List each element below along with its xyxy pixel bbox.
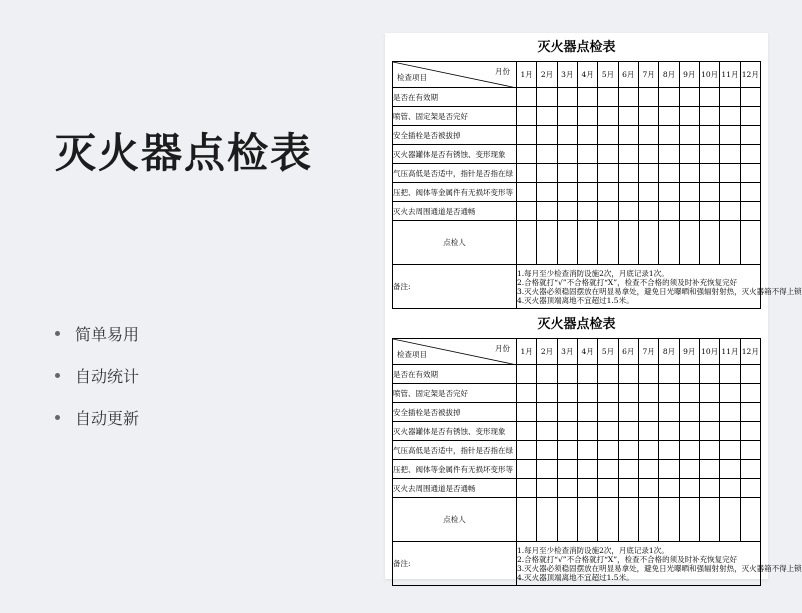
inspector-cell[interactable] — [659, 221, 679, 265]
check-cell[interactable] — [699, 403, 719, 422]
check-cell[interactable] — [740, 460, 760, 479]
month-header: 9月 — [679, 339, 699, 365]
check-cell[interactable] — [537, 183, 557, 202]
check-cell[interactable] — [699, 183, 719, 202]
table-header-row — [393, 339, 761, 365]
header-item-label: 检查项目 — [397, 350, 427, 359]
check-cell[interactable] — [679, 88, 699, 107]
check-cell[interactable] — [577, 441, 597, 460]
month-header: 2月 — [537, 62, 557, 88]
check-item-label: 灭火器罐体是否有锈蚀、变形现象 — [393, 145, 517, 164]
check-cell[interactable] — [638, 403, 658, 422]
header-diagonal-cell — [393, 62, 517, 88]
check-cell[interactable] — [740, 126, 760, 145]
check-cell[interactable] — [577, 403, 597, 422]
check-item-label: 是否在有效期 — [393, 88, 517, 107]
check-cell[interactable] — [720, 164, 740, 183]
check-cell[interactable] — [638, 365, 658, 384]
inspector-cell[interactable] — [720, 498, 740, 542]
check-cell[interactable] — [598, 88, 618, 107]
check-cell[interactable] — [577, 202, 597, 221]
check-cell[interactable] — [679, 460, 699, 479]
check-cell[interactable] — [679, 403, 699, 422]
header-diagonal-cell — [393, 339, 517, 365]
check-cell[interactable] — [699, 107, 719, 126]
check-cell[interactable] — [517, 145, 537, 164]
check-cell[interactable] — [659, 365, 679, 384]
inspector-cell[interactable] — [659, 498, 679, 542]
hero-title: 灭火器点检表 — [55, 129, 313, 177]
check-cell[interactable] — [720, 88, 740, 107]
check-cell[interactable] — [720, 460, 740, 479]
check-cell[interactable] — [537, 88, 557, 107]
check-cell[interactable] — [659, 145, 679, 164]
table-header-row — [393, 62, 761, 88]
feature-label: 自动更新 — [75, 408, 140, 428]
check-cell[interactable] — [537, 202, 557, 221]
table-row — [393, 403, 761, 422]
note-line: 1.每月至少检查消防设施2次，月底记录1次。 — [517, 545, 669, 555]
feature-item — [55, 396, 139, 438]
inspector-label: 点检人 — [393, 498, 517, 542]
month-header: 8月 — [659, 62, 679, 88]
check-cell[interactable] — [679, 126, 699, 145]
inspector-cell[interactable] — [618, 498, 638, 542]
inspector-cell[interactable] — [638, 498, 658, 542]
check-cell[interactable] — [638, 384, 658, 403]
inspector-label: 点检人 — [393, 221, 517, 265]
check-item-label: 喷管、固定架是否完好 — [393, 384, 517, 403]
check-cell[interactable] — [679, 441, 699, 460]
check-cell[interactable] — [598, 126, 618, 145]
note-line: 4.灭火器顶端离地不宜超过1.5米。 — [517, 295, 634, 305]
check-cell[interactable] — [720, 384, 740, 403]
check-cell[interactable] — [577, 183, 597, 202]
check-cell[interactable] — [517, 107, 537, 126]
check-cell[interactable] — [679, 145, 699, 164]
check-cell[interactable] — [720, 126, 740, 145]
inspector-cell[interactable] — [618, 221, 638, 265]
check-cell[interactable] — [720, 422, 740, 441]
check-cell[interactable] — [699, 365, 719, 384]
check-cell[interactable] — [638, 107, 658, 126]
check-cell[interactable] — [557, 422, 577, 441]
check-cell[interactable] — [577, 460, 597, 479]
check-cell[interactable] — [537, 164, 557, 183]
inspector-cell[interactable] — [699, 498, 719, 542]
check-cell[interactable] — [638, 164, 658, 183]
notes-row — [393, 542, 761, 586]
inspector-cell[interactable] — [638, 221, 658, 265]
check-cell[interactable] — [740, 183, 760, 202]
check-cell[interactable] — [679, 107, 699, 126]
month-header: 6月 — [618, 62, 638, 88]
check-cell[interactable] — [577, 88, 597, 107]
check-cell[interactable] — [638, 202, 658, 221]
check-cell[interactable] — [598, 365, 618, 384]
check-cell[interactable] — [557, 365, 577, 384]
bullet-icon — [55, 415, 60, 420]
check-cell[interactable] — [517, 365, 537, 384]
feature-label: 自动统计 — [75, 366, 140, 386]
check-cell[interactable] — [618, 441, 638, 460]
month-header: 7月 — [638, 339, 658, 365]
month-header: 3月 — [557, 339, 577, 365]
inspector-cell[interactable] — [537, 498, 557, 542]
check-cell[interactable] — [618, 145, 638, 164]
inspector-cell[interactable] — [517, 498, 537, 542]
month-header: 2月 — [537, 339, 557, 365]
check-cell[interactable] — [740, 88, 760, 107]
month-header: 4月 — [577, 339, 597, 365]
check-cell[interactable] — [740, 365, 760, 384]
check-cell[interactable] — [577, 145, 597, 164]
month-header: 10月 — [699, 339, 719, 365]
check-item-label: 灭火去周围通道是否通畅 — [393, 202, 517, 221]
table-row — [393, 107, 761, 126]
check-cell[interactable] — [618, 202, 638, 221]
check-cell[interactable] — [537, 365, 557, 384]
check-cell[interactable] — [638, 422, 658, 441]
inspector-cell[interactable] — [679, 498, 699, 542]
month-header: 3月 — [557, 62, 577, 88]
inspection-table — [392, 338, 802, 586]
check-cell[interactable] — [557, 88, 577, 107]
check-cell[interactable] — [659, 422, 679, 441]
check-cell[interactable] — [598, 202, 618, 221]
check-cell[interactable] — [720, 183, 740, 202]
check-cell[interactable] — [517, 460, 537, 479]
check-item-label: 压把、阀体等金属件有无损坏变形等 — [393, 183, 517, 202]
notes-content — [517, 265, 802, 309]
check-cell[interactable] — [699, 145, 719, 164]
check-cell[interactable] — [557, 460, 577, 479]
month-header: 6月 — [618, 339, 638, 365]
month-header: 10月 — [699, 62, 719, 88]
inspector-cell[interactable] — [699, 221, 719, 265]
check-cell[interactable] — [557, 164, 577, 183]
check-cell[interactable] — [659, 479, 679, 498]
check-cell[interactable] — [659, 441, 679, 460]
check-cell[interactable] — [679, 183, 699, 202]
check-item-label: 压把、阀体等金属件有无损坏变形等 — [393, 460, 517, 479]
check-item-label: 气压高低是否适中，指针是否指在绿 — [393, 441, 517, 460]
check-cell[interactable] — [618, 422, 638, 441]
check-item-label: 安全插栓是否被拔掉 — [393, 403, 517, 422]
inspector-cell[interactable] — [720, 221, 740, 265]
inspector-cell[interactable] — [557, 498, 577, 542]
check-cell[interactable] — [577, 365, 597, 384]
check-cell[interactable] — [740, 422, 760, 441]
check-cell[interactable] — [517, 202, 537, 221]
check-cell[interactable] — [699, 126, 719, 145]
month-header: 1月 — [517, 339, 537, 365]
check-cell[interactable] — [679, 365, 699, 384]
check-cell[interactable] — [577, 126, 597, 145]
check-cell[interactable] — [699, 441, 719, 460]
table-row — [393, 365, 761, 384]
check-cell[interactable] — [699, 384, 719, 403]
check-cell[interactable] — [577, 164, 597, 183]
check-cell[interactable] — [618, 479, 638, 498]
month-header: 4月 — [577, 62, 597, 88]
check-cell[interactable] — [659, 164, 679, 183]
note-line: 2.合格就打“√”不合格就打“X”，检查不合格的须及时补充恢复完好 — [517, 277, 738, 287]
feature-label: 简单易用 — [75, 324, 140, 344]
check-cell[interactable] — [517, 403, 537, 422]
check-cell[interactable] — [618, 183, 638, 202]
check-cell[interactable] — [699, 202, 719, 221]
bullet-icon — [55, 373, 60, 378]
check-cell[interactable] — [557, 202, 577, 221]
month-header: 11月 — [720, 62, 740, 88]
check-cell[interactable] — [557, 107, 577, 126]
check-item-label: 气压高低是否适中，指针是否指在绿 — [393, 164, 517, 183]
check-cell[interactable] — [618, 365, 638, 384]
check-cell[interactable] — [577, 107, 597, 126]
month-header: 5月 — [598, 62, 618, 88]
check-cell[interactable] — [740, 403, 760, 422]
check-cell[interactable] — [598, 183, 618, 202]
check-cell[interactable] — [638, 126, 658, 145]
table-row — [393, 164, 761, 183]
check-cell[interactable] — [720, 365, 740, 384]
check-cell[interactable] — [537, 422, 557, 441]
check-cell[interactable] — [679, 164, 699, 183]
check-cell[interactable] — [557, 403, 577, 422]
note-line: 3.灭火器必须稳固摆放在明显易拿处，避免日光曝晒和强辐射射热，灭火器箱不得上锁 — [517, 563, 802, 573]
form-title: 灭火器点检表 — [537, 40, 616, 55]
note-line: 4.灭火器顶端离地不宜超过1.5米。 — [517, 572, 634, 582]
inspector-cell[interactable] — [598, 498, 618, 542]
check-cell[interactable] — [699, 479, 719, 498]
check-cell[interactable] — [740, 145, 760, 164]
table-row — [393, 479, 761, 498]
inspector-cell[interactable] — [537, 221, 557, 265]
check-cell[interactable] — [537, 145, 557, 164]
check-cell[interactable] — [618, 88, 638, 107]
check-cell[interactable] — [517, 88, 537, 107]
inspector-cell[interactable] — [598, 221, 618, 265]
check-cell[interactable] — [537, 403, 557, 422]
check-cell[interactable] — [557, 479, 577, 498]
check-cell[interactable] — [679, 422, 699, 441]
table-row — [393, 441, 761, 460]
check-cell[interactable] — [720, 107, 740, 126]
check-cell[interactable] — [638, 460, 658, 479]
check-cell[interactable] — [618, 403, 638, 422]
inspector-cell[interactable] — [679, 221, 699, 265]
note-line: 1.每月至少检查消防设施2次，月底记录1次。 — [517, 268, 669, 278]
check-cell[interactable] — [537, 441, 557, 460]
table-row — [393, 183, 761, 202]
check-cell[interactable] — [517, 441, 537, 460]
check-cell[interactable] — [679, 479, 699, 498]
notes-row — [393, 265, 761, 309]
check-cell[interactable] — [598, 460, 618, 479]
feature-item — [55, 312, 139, 354]
note-line: 2.合格就打“√”不合格就打“X”，检查不合格的须及时补充恢复完好 — [517, 554, 738, 564]
table-row — [393, 145, 761, 164]
table-row — [393, 126, 761, 145]
check-cell[interactable] — [638, 88, 658, 107]
check-cell[interactable] — [638, 145, 658, 164]
check-cell[interactable] — [659, 384, 679, 403]
check-cell[interactable] — [740, 164, 760, 183]
form-block — [392, 312, 802, 586]
check-cell[interactable] — [679, 384, 699, 403]
header-month-label: 月份 — [495, 344, 510, 353]
month-header: 8月 — [659, 339, 679, 365]
month-header: 12月 — [740, 339, 760, 365]
check-cell[interactable] — [517, 422, 537, 441]
check-cell[interactable] — [557, 126, 577, 145]
check-item-label: 安全插栓是否被拔掉 — [393, 126, 517, 145]
table-row — [393, 422, 761, 441]
feature-item — [55, 354, 139, 396]
check-cell[interactable] — [557, 183, 577, 202]
check-cell[interactable] — [598, 422, 618, 441]
check-cell[interactable] — [598, 441, 618, 460]
inspector-cell[interactable] — [557, 221, 577, 265]
check-cell[interactable] — [618, 126, 638, 145]
bullet-icon — [55, 331, 60, 336]
inspector-cell[interactable] — [517, 221, 537, 265]
check-item-label: 灭火器罐体是否有锈蚀、变形现象 — [393, 422, 517, 441]
check-cell[interactable] — [699, 164, 719, 183]
notes-label: 备注: — [393, 542, 517, 586]
check-cell[interactable] — [598, 164, 618, 183]
check-cell[interactable] — [679, 202, 699, 221]
inspector-cell[interactable] — [740, 221, 760, 265]
check-cell[interactable] — [598, 479, 618, 498]
check-cell[interactable] — [537, 126, 557, 145]
check-cell[interactable] — [720, 441, 740, 460]
check-cell[interactable] — [740, 384, 760, 403]
check-cell[interactable] — [659, 88, 679, 107]
check-cell[interactable] — [577, 384, 597, 403]
month-header: 7月 — [638, 62, 658, 88]
check-cell[interactable] — [557, 384, 577, 403]
check-cell[interactable] — [517, 479, 537, 498]
table-row — [393, 202, 761, 221]
check-cell[interactable] — [699, 88, 719, 107]
check-cell[interactable] — [659, 107, 679, 126]
check-cell[interactable] — [557, 441, 577, 460]
document-preview — [385, 33, 802, 582]
check-cell[interactable] — [598, 403, 618, 422]
form-title: 灭火器点检表 — [537, 317, 616, 332]
notes-content — [517, 542, 802, 586]
check-cell[interactable] — [618, 460, 638, 479]
inspection-table — [392, 61, 802, 309]
check-cell[interactable] — [618, 107, 638, 126]
inspector-cell[interactable] — [740, 498, 760, 542]
check-cell[interactable] — [598, 145, 618, 164]
inspector-cell[interactable] — [577, 221, 597, 265]
check-cell[interactable] — [638, 441, 658, 460]
month-header: 12月 — [740, 62, 760, 88]
check-cell[interactable] — [537, 384, 557, 403]
month-header: 9月 — [679, 62, 699, 88]
check-cell[interactable] — [598, 107, 618, 126]
check-cell[interactable] — [577, 422, 597, 441]
check-cell[interactable] — [517, 183, 537, 202]
check-cell[interactable] — [557, 145, 577, 164]
table-row — [393, 88, 761, 107]
inspector-row — [393, 498, 761, 542]
check-cell[interactable] — [720, 479, 740, 498]
check-item-label: 喷管、固定架是否完好 — [393, 107, 517, 126]
check-cell[interactable] — [537, 479, 557, 498]
check-cell[interactable] — [720, 403, 740, 422]
check-cell[interactable] — [659, 126, 679, 145]
month-header: 1月 — [517, 62, 537, 88]
feature-list — [55, 312, 139, 438]
check-cell[interactable] — [517, 164, 537, 183]
check-cell[interactable] — [699, 460, 719, 479]
check-cell[interactable] — [659, 202, 679, 221]
check-cell[interactable] — [659, 183, 679, 202]
check-cell[interactable] — [618, 164, 638, 183]
check-cell[interactable] — [740, 441, 760, 460]
check-cell[interactable] — [740, 479, 760, 498]
check-cell[interactable] — [638, 183, 658, 202]
check-cell[interactable] — [659, 403, 679, 422]
check-cell[interactable] — [659, 460, 679, 479]
inspector-cell[interactable] — [577, 498, 597, 542]
check-cell[interactable] — [740, 202, 760, 221]
month-header: 11月 — [720, 339, 740, 365]
notes-label: 备注: — [393, 265, 517, 309]
table-row — [393, 384, 761, 403]
check-cell[interactable] — [537, 107, 557, 126]
check-cell[interactable] — [720, 202, 740, 221]
check-cell[interactable] — [638, 479, 658, 498]
check-cell[interactable] — [537, 460, 557, 479]
check-cell[interactable] — [720, 145, 740, 164]
check-cell[interactable] — [740, 107, 760, 126]
check-item-label: 灭火去周围通道是否通畅 — [393, 479, 517, 498]
inspector-row — [393, 221, 761, 265]
check-cell[interactable] — [699, 422, 719, 441]
note-line: 3.灭火器必须稳固摆放在明显易拿处，避免日光曝晒和强辐射射热，灭火器箱不得上锁 — [517, 286, 802, 296]
month-header: 5月 — [598, 339, 618, 365]
check-cell[interactable] — [618, 384, 638, 403]
check-cell[interactable] — [517, 384, 537, 403]
header-item-label: 检查项目 — [397, 73, 427, 82]
form-block — [392, 35, 802, 309]
check-item-label: 是否在有效期 — [393, 365, 517, 384]
header-month-label: 月份 — [495, 67, 510, 76]
table-row — [393, 460, 761, 479]
check-cell[interactable] — [598, 384, 618, 403]
check-cell[interactable] — [577, 479, 597, 498]
check-cell[interactable] — [517, 126, 537, 145]
